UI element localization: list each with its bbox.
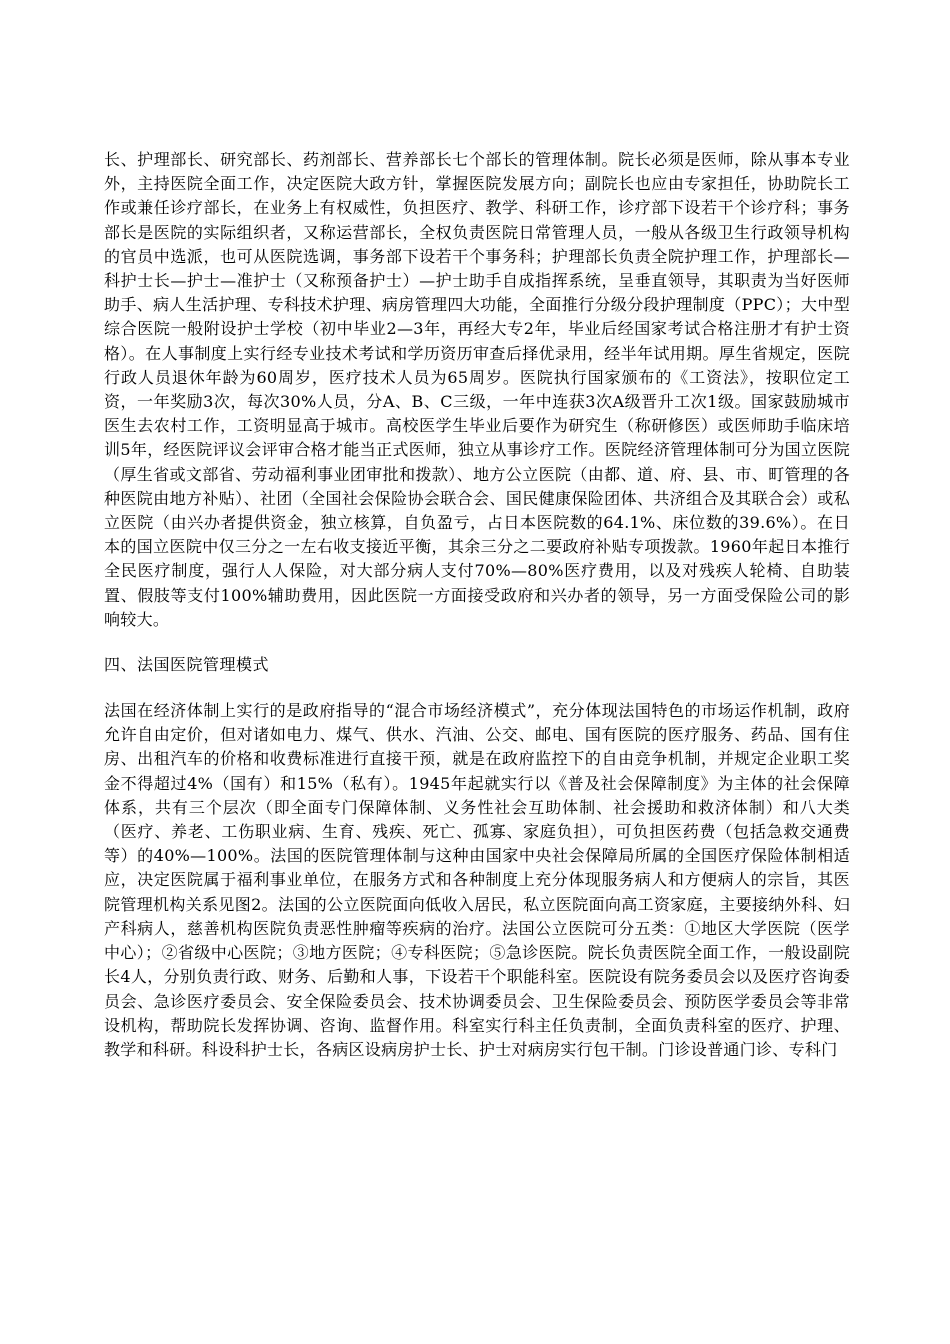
document-page xyxy=(104,148,850,1062)
paragraph-japan-hospital-management: 长、护理部长、研究部长、药剂部长、营养部长七个部长的管理体制。院长必须是医师，除从事本专业外，主持医院全面工作，决定医院大政方针，掌握医院发展方向；副院长也应由专家担任，协助院长工作或兼任诊疗部长，在业务上有权威性，负担医疗、教学、科研工作，诊疗部下设若干个诊疗科；事务部长是医院的实际组织者，又称运营部长，全权负责医院日常管理人员，一般从各级卫生行政领导机构的官员中选派，也可从医院选调，事务部下设若干个事务科；护理部长负责全院护理工作，护理部长—科护士长—护士—准护士（又称预备护士）—护士助手自成指挥系统，呈垂直领导，其职责为当好医师助手、病人生活护理、专科技术护理、病房管理四大功能，全面推行分级分段护理制度（PPC）；大中型综合医院一般附设护士学校（初中毕业2—3年，再经大专2年，毕业后经国家考试合格注册才有护士资格）。在人事制度上实行经专业技术考试和学历资历审查后择优录用，经半年试用期。厚生省规定，医院行政人员退休年龄为60周岁，医疗技术人员为65周岁。医院执行国家颁布的《工资法》，按职位定工资，一年奖励3次，每次30%人员，分A、B、C三级，一年中连获3次A级晋升工次1级。国家鼓励城市医生去农村工作，工资明显高于城市。高校医学生毕业后要作为研究生（称研修医）或医师助手临床培训5年，经医院评议会评审合格才能当正式医师，独立从事诊疗工作。医院经济管理体制可分为国立医院（厚生省或文部省、劳动福利事业团审批和拨款）、地方公立医院（由都、道、府、县、市、町管理的各种医院由地方补贴）、社团（全国社会保险协会联合会、国民健康保险团体、共济组合及其联合会）或私立医院（由兴办者提供资金，独立核算，自负盈亏，占日本医院数的64.1%、床位数的39.6%）。在日本的国立医院中仅三分之一左右收支接近平衡，其余三分之二要政府补贴专项拨款。1960年起日本推行全民医疗制度，强行人人保险，对大部分病人支付70%—80%医疗费用，以及对残疾人轮椅、自助装置、假肢等支付100%辅助费用，因此医院一方面接受政府和兴办者的领导，另一方面受保险公司的影响较大。 xyxy=(104,150,850,629)
paragraph-france-hospital-management: 法国在经济体制上实行的是政府指导的“混合市场经济模式”，充分体现法国特色的市场运作机制，政府允许自由定价，但对诸如电力、煤气、供水、汽油、公交、邮电、国有医院的医疗服务、药品、国有住房、出租汽车的价格和收费标准进行直接干预，就是在政府监控下的自由竞争机制，并规定企业职工奖金不得超过4%（国有）和15%（私有）。1945年起就实行以《普及社会保障制度》为主体的社会保障体系，共有三个层次（即全面专门保障体制、义务性社会互助体制、社会援助和救济体制）和八大类（医疗、养老、工伤职业病、生育、残疾、死亡、孤寡、家庭负担），可负担医药费（包括急救交通费等）的40%—100%。法国的医院管理体制与这种由国家中央社会保障局所属的全国医疗保险体制相适应，决定医院属于福利事业单位，在服务方式和各种制度上充分体现服务病人和方便病人的宗旨，其医院管理机构关系见图2。法国的公立医院面向低收入居民，私立医院面向高工资家庭，主要接纳外科、妇产科病人，慈善机构医院负责恶性肿瘤等疾病的治疗。法国公立医院可分五类：①地区大学医院（医学中心）；②省级中心医院；③地方医院；④专科医院；⑤急诊医院。院长负责医院全面工作，一般设副院长4人，分别负责行政、财务、后勤和人事，下设若干个职能科室。医院设有院务委员会以及医疗咨询委员会、急诊医疗委员会、安全保险委员会、技术协调委员会、卫生保险委员会、预防医学委员会等非常设机构，帮助院长发挥协调、咨询、监督作用。科室实行科主任负责制，全面负责科室的医疗、护理、教学和科研。科设科护士长，各病区设病房护士长、护士对病房实行包干制。门诊设普通门诊、专科门 xyxy=(104,701,850,1059)
section-heading-france: 四、法国医院管理模式 xyxy=(104,655,270,675)
